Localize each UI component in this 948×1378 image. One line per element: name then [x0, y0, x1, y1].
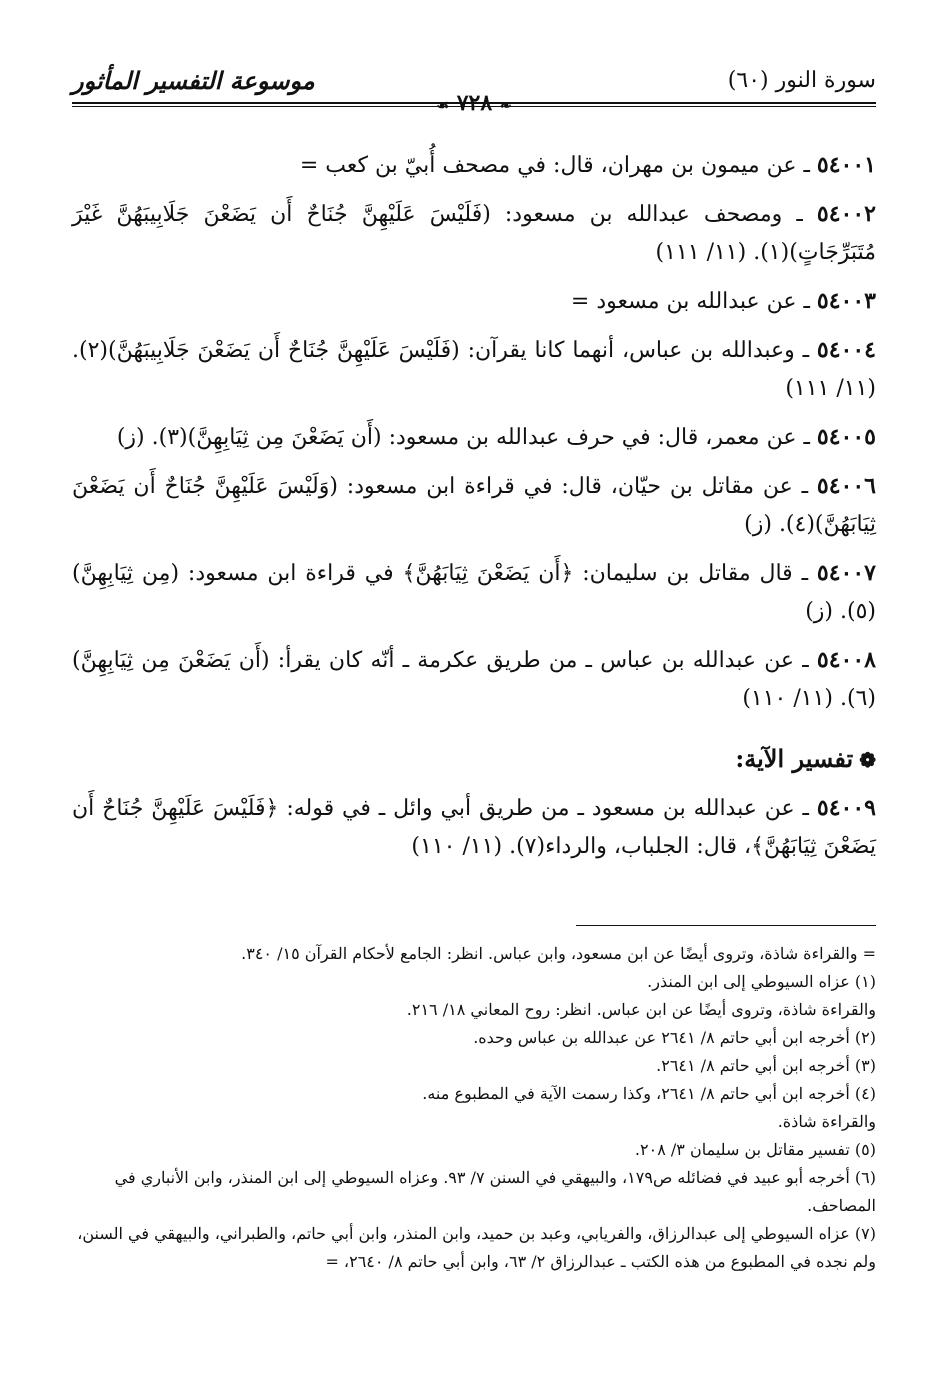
narration-entry: [72, 467, 876, 544]
narration-text: ـ عن عبدالله بن مسعود ـ من طريق أبي وائل ـ في قوله: ﴿فَلَيْسَ عَلَيْهِنَّ جُنَاحٌ أَن يَضَعْنَ ثِيَابَهُنَّ﴾، قال: الجلباب، والرداء(٧). (١١/ ١١٠): [72, 796, 876, 859]
footnote-line: (٧) عزاه السيوطي إلى عبدالرزاق، والفريابي، وعبد بن حميد، وابن المنذر، وابن أبي حاتم، والطبراني، والبيهقي في السنن، ولم نجده في المطبوع من هذه الكتب ـ عبدالرزاق ٢/ ٦٣، وابن أبي حاتم ٨/ ٢٦٤٠، =: [77, 1224, 876, 1271]
narration-text: ـ قال مقاتل بن سليمان: ﴿أَن يَضَعْنَ ثِيَابَهُنَّ﴾ في قراءة ابن مسعود: (مِن ثِيَابِهِنَّ)(٥). (ز): [72, 561, 876, 624]
footnote-line: (٣) أخرجه ابن أبي حاتم ٨/ ٢٦٤١.: [656, 1056, 876, 1075]
narration-text: ـ عن عبدالله بن عباس ـ من طريق عكرمة ـ أنّه كان يقرأ: (أَن يَضَعْنَ مِن ثِيَابِهِنَّ)(٦). (١١/ ١١٠): [72, 648, 876, 711]
narration-text: ـ وعبدالله بن عباس، أنهما كانا يقرآن: (فَلَيْسَ عَلَيْهِنَّ جُنَاحٌ أَن يَضَعْنَ جَلَابِيبَهُنَّ)(٢). (١١/ ١١١): [72, 338, 876, 401]
narration-number: ٥٤٠٠٢: [816, 201, 876, 227]
narration-entry: [72, 418, 876, 457]
narration-entry: [72, 195, 876, 272]
narration-text: ـ عن معمر، قال: في حرف عبدالله بن مسعود: (أَن يَضَعْنَ مِن ثِيَابِهِنَّ)(٣). (ز): [116, 425, 817, 450]
narration-entry: [72, 146, 876, 185]
narration-number: ٥٤٠٠٨: [816, 647, 876, 673]
narration-number: ٥٤٠٠٣: [816, 288, 876, 314]
ornament-icon: ❧: [499, 98, 512, 114]
ornament-icon: ☙: [436, 98, 450, 114]
flower-ornament-icon: ❁: [859, 748, 876, 772]
narration-number: ٥٤٠٠٧: [816, 560, 876, 586]
narration-entry: [72, 331, 876, 408]
section-heading-text: تفسير الآية:: [735, 744, 854, 773]
narration-number: ٥٤٠٠٤: [816, 337, 876, 363]
narration-text: ـ عن عبدالله بن مسعود =: [570, 289, 817, 314]
footnote-line: (٥) تفسير مقاتل بن سليمان ٣/ ٢٠٨.: [634, 1140, 876, 1159]
narration-number: ٥٤٠٠٩: [816, 795, 876, 821]
narration-entry: [72, 554, 876, 631]
narration-number: ٥٤٠٠٥: [816, 424, 876, 450]
page-number-value: ٧٢٨: [456, 90, 493, 116]
footnote-line: والقراءة شاذة، وتروى أيضًا عن ابن عباس. انظر: روح المعاني ١٨/ ٢١٦.: [406, 1000, 876, 1019]
footnote-line: (١) عزاه السيوطي إلى ابن المنذر.: [647, 972, 876, 991]
narration-entry: [72, 282, 876, 321]
main-text: [72, 146, 876, 876]
narration-entry: [72, 641, 876, 718]
header-rule: [72, 102, 876, 104]
header-rule-thin: [72, 106, 876, 107]
footnotes: [72, 940, 876, 1276]
footnote-line: (٤) أخرجه ابن أبي حاتم ٨/ ٢٦٤١، وكذا رسمت الآية في المطبوع منه.: [422, 1084, 876, 1103]
book-title: موسوعة التفسير المأثور: [72, 66, 315, 95]
narration-text: ـ عن ميمون بن مهران، قال: في مصحف أُبيّ بن كعب =: [299, 153, 817, 178]
footnote-line: = والقراءة شاذة، وتروى أيضًا عن ابن مسعود، وابن عباس. انظر: الجامع لأحكام القرآن ١٥/ ٣٤٠.: [241, 944, 876, 963]
footnote-line: والقراءة شاذة.: [777, 1112, 876, 1131]
narration-text: ـ ومصحف عبدالله بن مسعود: (فَلَيْسَ عَلَيْهِنَّ جُنَاحٌ أَن يَضَعْنَ جَلَابِيبَهُنَّ غَيْرَ مُتَبَرِّجَاتٍ)(١). (١١/ ١١١): [72, 202, 876, 265]
footnote-line: (٦) أخرجه أبو عبيد في فضائله ص١٧٩، والبيهقي في السنن ٧/ ٩٣. وعزاه السيوطي إلى ابن المنذر، وابن الأنباري في المصاحف.: [114, 1168, 876, 1215]
footnote-line: (٢) أخرجه ابن أبي حاتم ٨/ ٢٦٤١ عن عبدالله بن عباس وحده.: [473, 1028, 876, 1047]
narration-text: ـ عن مقاتل بن حيّان، قال: في قراءة ابن مسعود: (وَلَيْسَ عَلَيْهِنَّ جُنَاحٌ أَن يَضَعْنَ ثِيَابَهُنَّ)(٤). (ز): [72, 474, 876, 537]
footnote-divider: [576, 925, 876, 926]
page-header: [72, 64, 876, 116]
narration-entry: [72, 789, 876, 866]
section-heading: [72, 740, 876, 779]
narration-number: ٥٤٠٠١: [816, 152, 876, 178]
narration-number: ٥٤٠٠٦: [816, 473, 876, 499]
surah-title: سورة النور (٦٠): [727, 68, 876, 93]
